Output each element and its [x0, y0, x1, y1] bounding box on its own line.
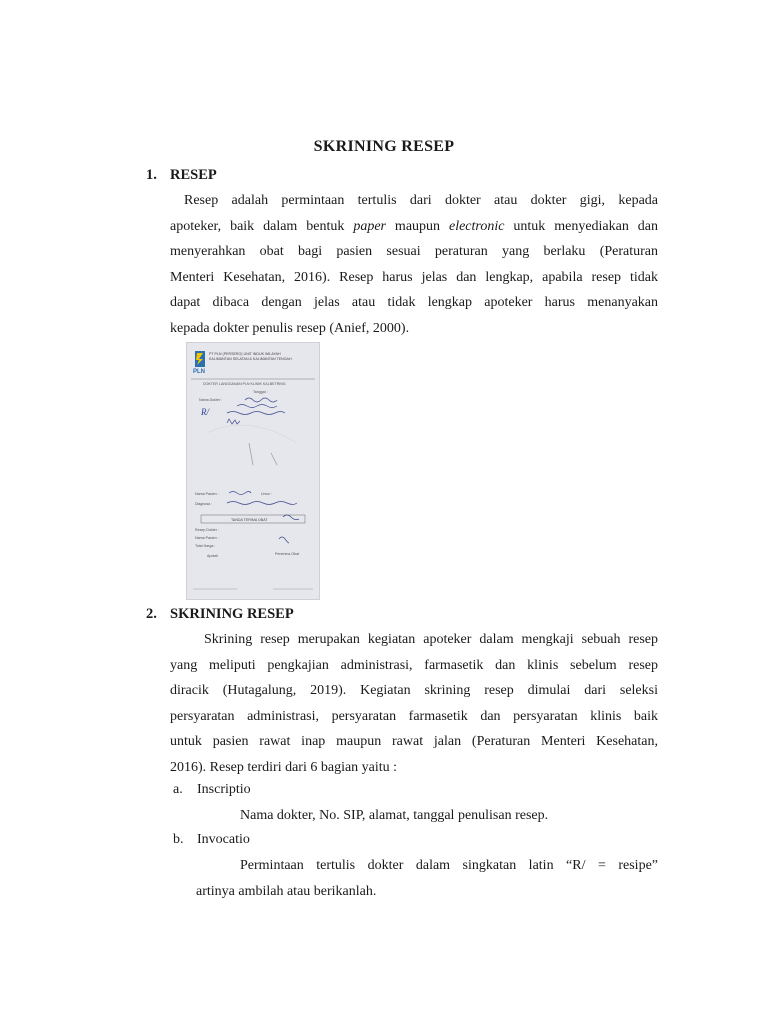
page-title: SKRINING RESEP — [313, 138, 455, 155]
form-nama-pasien: Nama Pasien : — [195, 492, 219, 496]
section-number: 1. — [146, 167, 157, 183]
list-label: Inscriptio — [197, 782, 251, 797]
form-umur: Umur : — [261, 492, 272, 496]
form-nama-dokter: Nama Dokter : — [199, 398, 223, 402]
list-item-invocatio — [173, 832, 250, 848]
section-number: 2. — [146, 606, 157, 622]
paragraph-line: dapat dibaca dengan jelas atau tidak lengkap apoteker harus menanyakan — [170, 295, 658, 311]
form-header-line2: KALIMANTAN SELATAN & KALIMANTAN TENGAH — [209, 357, 292, 361]
list-letter: b. — [173, 832, 184, 847]
form-penerima: Penerima Obat — [275, 552, 300, 556]
list-letter: a. — [173, 782, 183, 797]
list-label: Invocatio — [197, 832, 250, 847]
paragraph-line: untuk pasien rawat inap maupun rawat jalan (Peraturan Menteri Kesehatan, — [170, 734, 658, 750]
paragraph-line: menyerahkan obat bagi pasien sesuai peraturan yang berlaku (Peraturan — [170, 244, 658, 260]
form-tanggal: Tanggal : — [253, 390, 268, 394]
paragraph-line: Skrining resep merupakan kegiatan apoteker dalam mengkaji sebuah resep — [204, 632, 658, 647]
section-title: SKRINING RESEP — [170, 606, 294, 622]
form-nama-pasien-2: Nama Pasien : — [195, 536, 219, 540]
form-total-harga: Total Harga : — [195, 544, 216, 548]
form-header-line1: PT PLN (PERSERO) UNIT INDUK WILAYAH — [209, 352, 281, 356]
rx-symbol: R/ — [201, 407, 209, 417]
paragraph-line: 2016). Resep terdiri dari 6 bagian yaitu : — [170, 759, 398, 775]
list-item-description — [196, 853, 658, 904]
paragraph-line: artinya ambilah atau berikanlah. — [196, 883, 377, 899]
paragraph-line: apoteker, baik dalam bentuk paper maupun electronic untuk menyediakan dan — [170, 218, 658, 234]
form-resep-dokter: Resep Dokter : — [195, 528, 219, 532]
section-title: RESEP — [170, 167, 217, 183]
section-heading-resep — [146, 167, 217, 184]
paragraph-line: Menteri Kesehatan, 2016). Resep harus jelas dan lengkap, apabila resep tidak — [170, 269, 658, 285]
form-clinic: DOKTER LANGGANAN PLN KLINIK KALBETRING — [203, 382, 286, 386]
paragraph-skrining — [170, 627, 658, 781]
form-tanda-terima: TANDA TERIMA OBAT — [231, 518, 268, 522]
paragraph-resep — [170, 188, 658, 342]
prescription-photo — [186, 342, 320, 600]
form-diagnosa: Diagnosa : — [195, 502, 213, 506]
form-apotek: Apotek — [207, 554, 219, 558]
italic-term: paper — [353, 218, 386, 234]
section-heading-skrining — [146, 606, 294, 623]
paragraph-line: Permintaan tertulis dokter dalam singkatan latin “R/ = resipe” — [240, 858, 658, 873]
list-item-description: Nama dokter, No. SIP, alamat, tanggal penulisan resep. — [240, 808, 549, 823]
paragraph-line: persyaratan administrasi, persyaratan farmasetik dan persyaratan klinis baik — [170, 708, 658, 724]
paragraph-line: yang meliputi pengkajian administrasi, farmasetik dan klinis sebelum resep — [170, 657, 658, 673]
italic-term: electronic — [448, 218, 505, 234]
paragraph-line: diracik (Hutagalung, 2019). Kegiatan skrining resep dimulai dari seleksi — [170, 683, 658, 699]
paragraph-line: kepada dokter penulis resep (Anief, 2000). — [170, 320, 410, 336]
logo-text: PLN — [193, 369, 205, 375]
paragraph-line: Resep adalah permintaan tertulis dari dokter atau dokter gigi, kepada — [184, 193, 658, 208]
list-item-inscriptio — [173, 782, 251, 798]
